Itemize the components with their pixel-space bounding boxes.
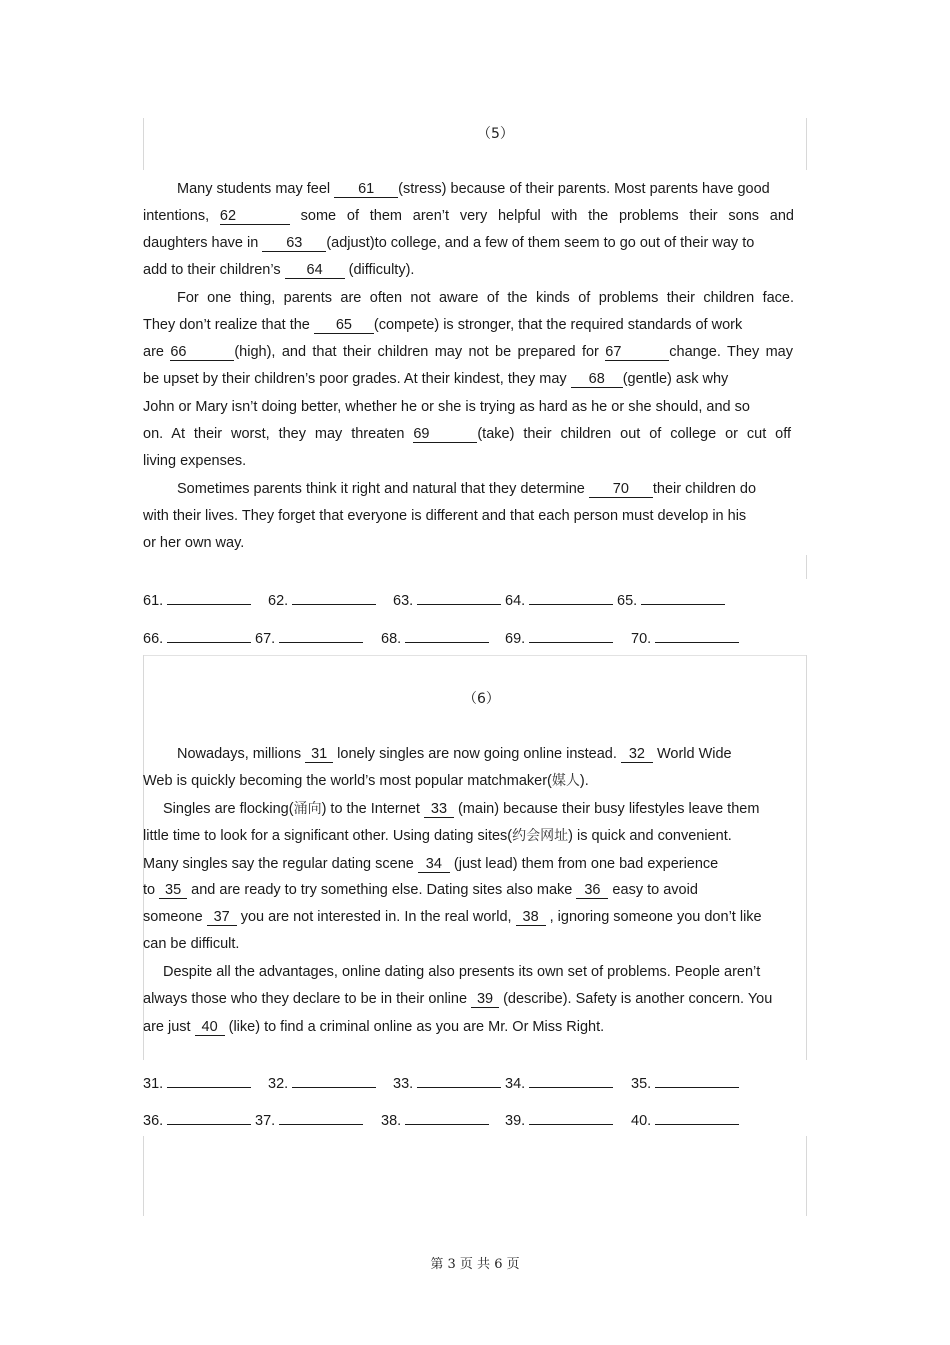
answer-blank-38[interactable]: 38. [381,1111,489,1129]
passage-line: Sometimes parents think it right and natural that they determine 70 their children do [177,481,757,497]
section-5-title: （5） [477,126,514,142]
passage-line: are 66 (high), and that their children may not be prepared for 67 change. They may [143,344,793,360]
answer-blank-35[interactable]: 35. [631,1074,739,1092]
passage-line: or her own way. [143,535,245,551]
passage-line: Singles are flocking(涌向) to the Internet 33 (main) because their busy lifestyles leave them [163,801,760,817]
answer-blank-67[interactable]: 67. [255,629,363,647]
answer-blank-61[interactable]: 61. [143,591,251,609]
answer-blank-33[interactable]: 33. [393,1074,501,1092]
answer-blank-32[interactable]: 32. [268,1074,376,1092]
answer-blank-69[interactable]: 69. [505,629,613,647]
passage-line: living expenses. [143,453,247,469]
answer-blank-64[interactable]: 64. [505,591,613,609]
passage-line: daughters have in 63 (adjust)to college, and a few of them seem to go out of their way to [143,235,755,251]
answer-blank-39[interactable]: 39. [505,1111,613,1129]
passage-line: They don’t realize that the 65 (compete) is stronger, that the required standards of work [143,317,743,333]
passage-line: on. At their worst, they may threaten 69 (take) their children out of college or cut off [143,426,791,442]
answer-blank-31[interactable]: 31. [143,1074,251,1092]
answer-blank-66[interactable]: 66. [143,629,251,647]
passage-line: to 35 and are ready to try something else. Dating sites also make 36 easy to avoid [143,882,698,898]
passage-line: little time to look for a significant other. Using dating sites(约会网址) is quick and convenient. [143,828,732,844]
passage-line: John or Mary isn’t doing better, whether he or she is trying as hard as he or she should, and so [143,399,750,415]
passage-line: Nowadays, millions 31 lonely singles are now going online instead. 32 World Wide [177,746,732,762]
right-border [806,118,807,170]
answer-blank-70[interactable]: 70. [631,629,739,647]
answer-blank-40[interactable]: 40. [631,1111,739,1129]
passage-line: someone 37 you are not interested in. In the real world, 38 , ignoring someone you don’t like [143,909,762,925]
passage-line: with their lives. They forget that everyone is different and that each person must develop in his [143,508,747,524]
passage-line: be upset by their children’s poor grades. At their kindest, they may 68 (gentle) ask why [143,371,729,387]
page-number-footer: 第 3 页 共 6 页 [430,1257,520,1272]
section-divider [143,655,807,656]
answer-blank-68[interactable]: 68. [381,629,489,647]
right-border [806,1136,807,1216]
section-6-title: （6） [463,691,500,707]
passage-line: intentions, 62 some of them aren’t very helpful with the problems their sons and [143,208,794,224]
left-border [143,118,144,170]
right-border [806,555,807,579]
passage-line: For one thing, parents are often not aware of the kinds of problems their children face. [177,290,794,306]
passage-line: always those who they declare to be in their online 39 (describe). Safety is another concern. You [143,991,773,1007]
left-border [143,1136,144,1216]
right-border [806,655,807,1060]
passage-line: are just 40 (like) to find a criminal online as you are Mr. Or Miss Right. [143,1019,605,1035]
passage-line: Despite all the advantages, online dating also presents its own set of problems. People aren’t [163,964,761,980]
passage-line: Web is quickly becoming the world’s most popular matchmaker(媒人). [143,773,589,789]
passage-line: Many singles say the regular dating scene 34 (just lead) them from one bad experience [143,856,719,872]
answer-blank-36[interactable]: 36. [143,1111,251,1129]
answer-blank-34[interactable]: 34. [505,1074,613,1092]
passage-line: Many students may feel 61 (stress) because of their parents. Most parents have good [177,181,770,197]
passage-line: can be difficult. [143,936,240,952]
answer-blank-63[interactable]: 63. [393,591,501,609]
answer-blank-62[interactable]: 62. [268,591,376,609]
answer-blank-65[interactable]: 65. [617,591,725,609]
passage-line: add to their children’s 64 (difficulty). [143,262,415,278]
answer-blank-37[interactable]: 37. [255,1111,363,1129]
